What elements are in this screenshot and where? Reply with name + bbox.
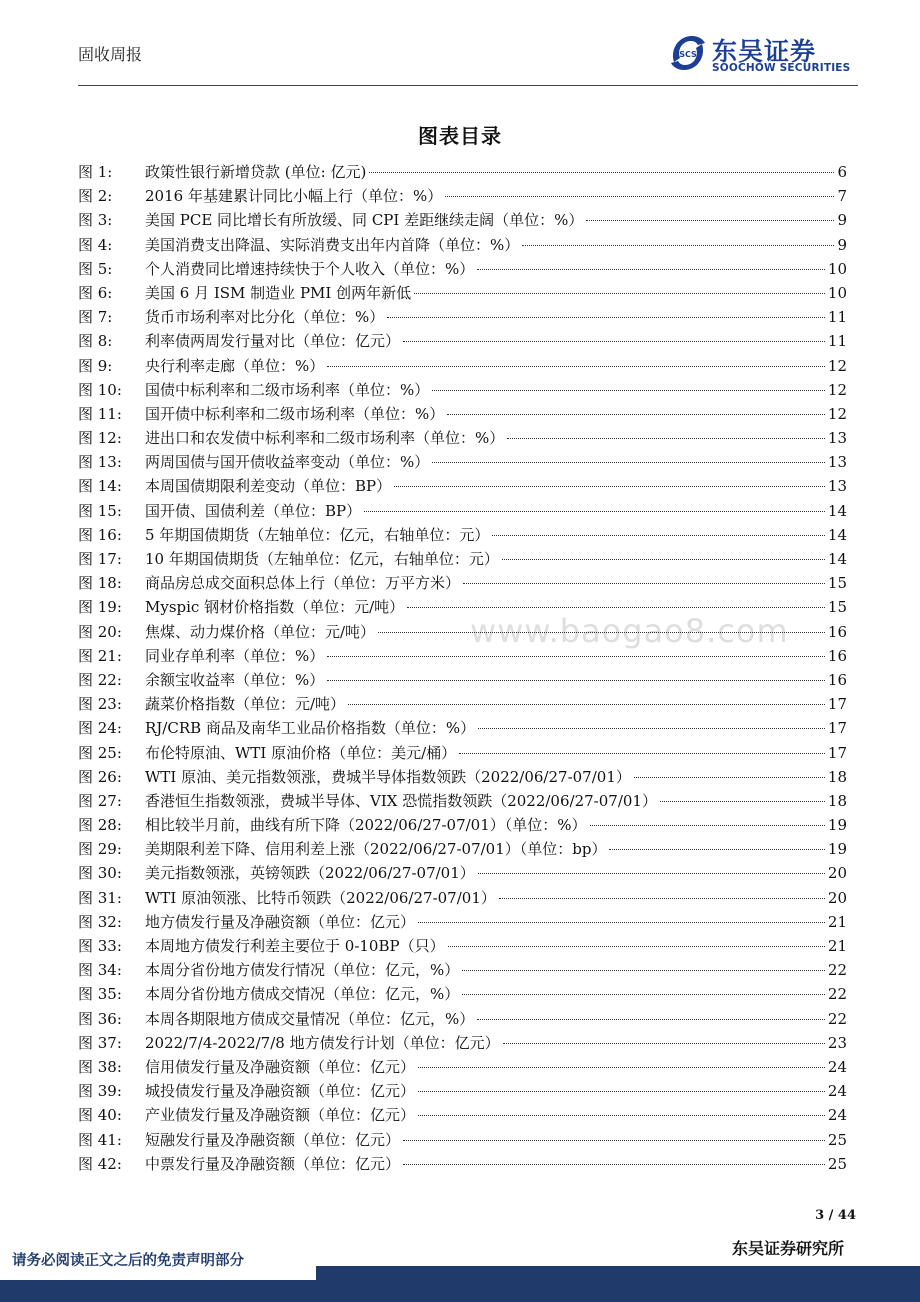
header-divider xyxy=(78,85,858,86)
toc-entry-title: 本周地方债发行利差主要位于 0-10BP（只） xyxy=(145,937,445,955)
toc-entry-page: 25 xyxy=(827,1154,847,1173)
toc-entry-page: 19 xyxy=(827,816,847,835)
toc-entry[interactable] xyxy=(78,1055,847,1079)
toc-entry[interactable] xyxy=(78,886,847,910)
toc-entry-page: 12 xyxy=(827,380,847,399)
toc-entry-number: 图 41: xyxy=(78,1130,122,1149)
toc-entry-number: 图 18: xyxy=(78,574,122,593)
toc-entry-page: 14 xyxy=(827,525,847,544)
toc-entry[interactable] xyxy=(78,982,847,1006)
toc-entry-title: 本周各期限地方债成交量情况（单位：亿元，%） xyxy=(145,1009,475,1028)
toc-entry-title: 地方债发行量及净融资额（单位：亿元） xyxy=(145,912,416,931)
toc-entry-page: 15 xyxy=(827,598,847,617)
toc-entry-number: 图 4: xyxy=(78,235,113,254)
company-logo xyxy=(668,32,858,76)
toc-dot-leader xyxy=(407,607,825,608)
toc-entry-number: 图 8: xyxy=(78,332,113,351)
toc-entry-page: 6 xyxy=(837,163,847,181)
toc-entry-title: 蔬菜价格指数（单位：元/吨） xyxy=(145,695,346,714)
toc-entry[interactable] xyxy=(78,861,847,885)
toc-entry-page: 10 xyxy=(827,259,847,278)
toc-entry-title: 个人消费同比增速持续快于个人收入（单位：%） xyxy=(145,259,475,278)
toc-entry-title: 焦煤、动力煤价格（单位：元/吨） xyxy=(145,622,376,641)
toc-entry[interactable] xyxy=(78,692,847,716)
toc-entry[interactable] xyxy=(78,160,847,184)
toc-dot-leader xyxy=(369,172,834,173)
toc-entry-page: 17 xyxy=(827,719,847,738)
toc-entry-title: 余额宝收益率（单位：%） xyxy=(145,670,325,689)
toc-dot-leader xyxy=(418,1067,825,1068)
toc-entry-page: 18 xyxy=(827,791,847,810)
toc-entry-title: 信用债发行量及净融资额（单位：亿元） xyxy=(145,1057,416,1076)
toc-dot-leader xyxy=(590,825,825,826)
toc-dot-leader xyxy=(477,269,825,270)
toc-entry-number: 图 35: xyxy=(78,985,122,1004)
toc-entry-page: 23 xyxy=(827,1033,847,1052)
toc-dot-leader xyxy=(432,390,825,391)
soochow-logo-icon xyxy=(668,32,708,74)
toc-entry[interactable] xyxy=(78,1152,847,1176)
toc-entry-page: 21 xyxy=(827,937,847,955)
toc-entry-page: 14 xyxy=(827,501,847,520)
toc-dot-leader xyxy=(462,970,825,971)
toc-entry-title: 10 年期国债期货（左轴单位：亿元，右轴单位：元） xyxy=(145,550,499,568)
toc-entry-number: 图 32: xyxy=(78,912,122,931)
toc-dot-leader xyxy=(634,777,825,778)
toc-entry-number: 图 16: xyxy=(78,525,122,544)
toc-entry[interactable] xyxy=(78,1103,847,1127)
toc-entry-title: 国开债中标利率和二级市场利率（单位：%） xyxy=(145,404,445,423)
toc-entry[interactable] xyxy=(78,523,847,547)
toc-entry-page: 12 xyxy=(827,356,847,375)
toc-dot-leader xyxy=(478,728,825,729)
toc-dot-leader xyxy=(418,922,825,923)
toc-dot-leader xyxy=(445,196,834,197)
toc-entry-number: 图 10: xyxy=(78,380,122,399)
toc-dot-leader xyxy=(478,873,825,874)
toc-entry-page: 25 xyxy=(827,1130,847,1149)
footer-institute: 东吴证券研究所 xyxy=(731,1239,844,1258)
logo-english-name: SOOCHOW SECURITIES xyxy=(712,62,851,74)
toc-entry-page: 24 xyxy=(827,1082,847,1101)
toc-entry-page: 13 xyxy=(827,429,847,448)
toc-dot-leader xyxy=(477,1019,825,1020)
toc-entry-page: 9 xyxy=(837,211,847,230)
toc-dot-leader xyxy=(378,632,825,633)
toc-entry-title: 相比较半月前，曲线有所下降（2022/06/27-07/01）（单位：%） xyxy=(145,816,587,835)
toc-entry-number: 图 17: xyxy=(78,550,122,568)
toc-entry-number: 图 23: xyxy=(78,695,122,714)
table-of-figures xyxy=(78,160,847,1176)
toc-entry-number: 图 33: xyxy=(78,937,122,955)
toc-entry-title: 5 年期国债期货（左轴单位：亿元，右轴单位：元） xyxy=(145,525,490,544)
toc-dot-leader xyxy=(609,849,824,850)
toc-dot-leader xyxy=(327,366,825,367)
toc-dot-leader xyxy=(348,704,825,705)
toc-dot-leader xyxy=(499,898,825,899)
toc-dot-leader xyxy=(459,753,825,754)
toc-entry[interactable] xyxy=(78,813,847,837)
toc-entry-title: 商品房总成交面积总体上行（单位：万平方米） xyxy=(145,574,461,593)
footer-disclaimer-notice: 请务必阅读正文之后的免责声明部分 xyxy=(12,1253,244,1269)
toc-dot-leader xyxy=(403,1164,825,1165)
toc-entry-title: 香港恒生指数领涨，费城半导体、VIX 恐慌指数领跌（2022/06/27-07/01） xyxy=(145,791,657,810)
toc-entry-title: 美国 6 月 ISM 制造业 PMI 创两年新低 xyxy=(145,283,412,302)
toc-entry-page: 9 xyxy=(837,235,847,254)
toc-entry-number: 图 29: xyxy=(78,840,122,859)
toc-entry[interactable] xyxy=(78,741,847,765)
toc-entry-number: 图 7: xyxy=(78,308,113,327)
toc-entry-page: 22 xyxy=(827,961,847,980)
toc-entry-number: 图 1: xyxy=(78,163,113,181)
toc-entry[interactable] xyxy=(78,450,847,474)
toc-entry[interactable] xyxy=(78,281,847,305)
toc-entry-page: 19 xyxy=(827,840,847,859)
toc-entry-title: 同业存单利率（单位：%） xyxy=(145,646,325,665)
toc-entry-title: 进出口和农发债中标利率和二级市场利率（单位：%） xyxy=(145,429,505,448)
toc-entry-number: 图 30: xyxy=(78,864,122,883)
toc-entry-title: 国债中标利率和二级市场利率（单位：%） xyxy=(145,380,430,399)
toc-entry-number: 图 11: xyxy=(78,404,122,423)
toc-entry-title: 2016 年基建累计同比小幅上行（单位：%） xyxy=(145,187,443,206)
toc-entry-number: 图 37: xyxy=(78,1033,122,1052)
toc-entry[interactable] xyxy=(78,233,847,257)
toc-entry-title: RJ/CRB 商品及南华工业品价格指数（单位：%） xyxy=(145,719,476,738)
toc-entry-title: WTI 原油领涨、比特币领跌（2022/06/27-07/01） xyxy=(145,888,496,907)
watermark: www.baogao8.com xyxy=(470,612,789,650)
toc-entry-page: 13 xyxy=(827,453,847,472)
toc-entry[interactable] xyxy=(78,668,847,692)
logo-chinese-name: 东吴证券 xyxy=(712,37,817,66)
toc-entry-title: 2022/7/4-2022/7/8 地方债发行计划（单位：亿元） xyxy=(145,1033,500,1052)
toc-entry[interactable] xyxy=(78,789,847,813)
toc-dot-leader xyxy=(364,511,825,512)
toc-entry-title: 本周分省份地方债成交情况（单位：亿元，%） xyxy=(145,985,460,1004)
toc-dot-leader xyxy=(447,414,825,415)
toc-entry[interactable] xyxy=(78,1079,847,1103)
toc-entry-title: 两周国债与国开债收益率变动（单位：%） xyxy=(145,453,430,472)
toc-entry-number: 图 25: xyxy=(78,743,122,762)
toc-dot-leader xyxy=(394,486,825,487)
toc-entry-page: 20 xyxy=(827,888,847,907)
toc-entry-page: 22 xyxy=(827,985,847,1004)
toc-entry-title: 美期限利差下降、信用利差上涨（2022/06/27-07/01）（单位：bp） xyxy=(145,840,607,859)
toc-dot-leader xyxy=(418,1115,825,1116)
toc-entry-title: 产业债发行量及净融资额（单位：亿元） xyxy=(145,1106,416,1125)
toc-dot-leader xyxy=(492,535,825,536)
toc-dot-leader xyxy=(586,220,834,221)
toc-entry[interactable] xyxy=(78,184,847,208)
toc-entry-number: 图 34: xyxy=(78,961,122,980)
toc-entry-page: 11 xyxy=(827,332,847,351)
toc-entry-number: 图 19: xyxy=(78,598,122,617)
toc-dot-leader xyxy=(432,462,825,463)
toc-entry[interactable] xyxy=(78,716,847,740)
toc-entry-title: 本周分省份地方债发行情况（单位：亿元，%） xyxy=(145,961,460,980)
toc-entry[interactable] xyxy=(78,474,847,498)
toc-dot-leader xyxy=(660,801,825,802)
toc-entry-page: 10 xyxy=(827,283,847,302)
toc-entry-title: 货币市场利率对比分化（单位：%） xyxy=(145,308,385,327)
toc-entry-page: 16 xyxy=(827,646,847,665)
toc-entry-page: 15 xyxy=(827,574,847,593)
toc-entry[interactable] xyxy=(78,354,847,378)
toc-entry-number: 图 22: xyxy=(78,670,122,689)
toc-entry[interactable] xyxy=(78,620,847,644)
toc-entry[interactable] xyxy=(78,1031,847,1055)
logo-mark-text: SCS xyxy=(679,50,697,59)
toc-entry-page: 7 xyxy=(837,187,847,206)
toc-entry-page: 14 xyxy=(827,550,847,568)
toc-entry-page: 17 xyxy=(827,743,847,762)
toc-entry[interactable] xyxy=(78,402,847,426)
toc-entry[interactable] xyxy=(78,208,847,232)
toc-entry-title: 中票发行量及净融资额（单位：亿元） xyxy=(145,1154,401,1173)
toc-entry-number: 图 21: xyxy=(78,646,122,665)
toc-entry-page: 21 xyxy=(827,912,847,931)
toc-dot-leader xyxy=(503,1043,825,1044)
toc-entry-number: 图 28: xyxy=(78,816,122,835)
toc-entry-number: 图 38: xyxy=(78,1057,122,1076)
toc-entry[interactable] xyxy=(78,1007,847,1031)
toc-entry-number: 图 40: xyxy=(78,1106,122,1125)
toc-dot-leader xyxy=(403,1140,825,1141)
toc-entry-number: 图 39: xyxy=(78,1082,122,1101)
toc-entry-title: 国开债、国债利差（单位：BP） xyxy=(145,501,362,520)
toc-entry-number: 图 5: xyxy=(78,259,113,278)
toc-dot-leader xyxy=(507,438,825,439)
toc-entry-title: 美国 PCE 同比增长有所放缓、同 CPI 差距继续走阔（单位：%） xyxy=(145,211,584,230)
toc-entry-page: 17 xyxy=(827,695,847,714)
toc-entry-title: 美元指数领涨，英镑领跌（2022/06/27-07/01） xyxy=(145,864,475,883)
toc-entry-page: 13 xyxy=(827,477,847,496)
toc-entry[interactable] xyxy=(78,329,847,353)
toc-entry-title: 城投债发行量及净融资额（单位：亿元） xyxy=(145,1082,416,1101)
toc-entry-page: 24 xyxy=(827,1106,847,1125)
toc-entry-page: 20 xyxy=(827,864,847,883)
toc-entry-number: 图 13: xyxy=(78,453,122,472)
toc-entry-number: 图 27: xyxy=(78,791,122,810)
toc-dot-leader xyxy=(418,1091,825,1092)
toc-dot-leader xyxy=(462,994,825,995)
toc-entry-number: 图 2: xyxy=(78,187,113,206)
toc-entry-page: 24 xyxy=(827,1057,847,1076)
toc-entry-page: 12 xyxy=(827,404,847,423)
toc-dot-leader xyxy=(403,341,825,342)
toc-dot-leader xyxy=(463,583,825,584)
toc-entry[interactable] xyxy=(78,1128,847,1152)
toc-entry-title: 央行利率走廊（单位：%） xyxy=(145,356,325,375)
toc-entry-number: 图 3: xyxy=(78,211,113,230)
toc-entry-number: 图 31: xyxy=(78,888,122,907)
toc-entry-number: 图 36: xyxy=(78,1009,122,1028)
toc-entry-number: 图 14: xyxy=(78,477,122,496)
toc-entry-title: 美国消费支出降温、实际消费支出年内首降（单位：%） xyxy=(145,235,520,254)
toc-entry-title: 本周国债期限利差变动（单位：BP） xyxy=(145,477,392,496)
toc-entry-title: 布伦特原油、WTI 原油价格（单位：美元/桶） xyxy=(145,743,457,762)
report-type-label: 固收周报 xyxy=(78,45,143,64)
toc-entry[interactable] xyxy=(78,257,847,281)
toc-entry[interactable] xyxy=(78,837,847,861)
toc-entry-number: 图 9: xyxy=(78,356,113,375)
toc-entry-title: Myspic 钢材价格指数（单位：元/吨） xyxy=(145,598,405,617)
toc-dot-leader xyxy=(522,245,834,246)
toc-dot-leader xyxy=(387,317,825,318)
toc-entry-page: 18 xyxy=(827,767,847,786)
toc-entry[interactable] xyxy=(78,547,847,571)
page-number: 3 / 44 xyxy=(815,1208,856,1223)
toc-entry-number: 图 6: xyxy=(78,283,113,302)
toc-entry[interactable] xyxy=(78,958,847,982)
toc-entry-title: 短融发行量及净融资额（单位：亿元） xyxy=(145,1130,401,1149)
toc-entry-page: 16 xyxy=(827,670,847,689)
toc-entry[interactable] xyxy=(78,644,847,668)
toc-entry-number: 图 15: xyxy=(78,501,122,520)
toc-entry-title: 利率债两周发行量对比（单位：亿元） xyxy=(145,332,401,351)
toc-entry-page: 16 xyxy=(827,622,847,641)
toc-entry[interactable] xyxy=(78,499,847,523)
toc-entry-number: 图 20: xyxy=(78,622,122,641)
toc-entry[interactable] xyxy=(78,934,847,958)
toc-entry-number: 图 12: xyxy=(78,429,122,448)
toc-entry-number: 图 42: xyxy=(78,1154,122,1173)
toc-dot-leader xyxy=(327,656,825,657)
toc-entry[interactable] xyxy=(78,571,847,595)
toc-entry-title: 政策性银行新增贷款 (单位: 亿元) xyxy=(145,163,367,181)
toc-entry-number: 图 26: xyxy=(78,767,122,786)
toc-dot-leader xyxy=(414,293,825,294)
toc-title: 图表目录 xyxy=(418,124,502,148)
toc-dot-leader xyxy=(502,559,825,560)
toc-entry[interactable] xyxy=(78,426,847,450)
toc-entry[interactable] xyxy=(78,305,847,329)
toc-dot-leader xyxy=(448,946,825,947)
toc-entry-title: WTI 原油、美元指数领涨，费城半导体指数领跌（2022/06/27-07/01） xyxy=(145,767,631,786)
toc-dot-leader xyxy=(327,680,825,681)
toc-entry[interactable] xyxy=(78,910,847,934)
toc-entry[interactable] xyxy=(78,765,847,789)
toc-entry[interactable] xyxy=(78,595,847,619)
toc-entry[interactable] xyxy=(78,378,847,402)
toc-entry-page: 11 xyxy=(827,308,847,327)
toc-entry-page: 22 xyxy=(827,1009,847,1028)
toc-entry-number: 图 24: xyxy=(78,719,122,738)
